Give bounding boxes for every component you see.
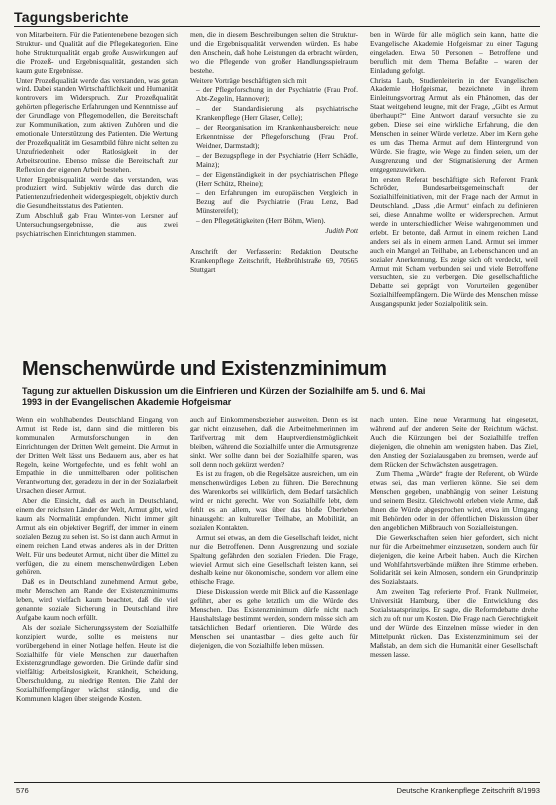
paragraph: von Mitarbeitern. Für die Patientenebene bezogen sich Struktur- und Qualität auf die Pflegekategorien. Eine hohe Strukturqualität ergab große Auswirkungen auf die Prozeß- und Ergebnisqualität, gestanden sich kaum gute Ergebnisse. (16, 31, 178, 75)
paragraph: Unter Prozeßqualität werde das verstanden, was getan wird. Dabei standen Wirtschaftlichkeit und Humanität kontrovers im Widerspruch. Zur Prozeßqualität gehörten pflegerische Erfahrungen und Kenntnisse auf der Grundlage von Pflegemodellen, die Bereitschaft zur Kommunikation, zum aktiven Zuhören und die emotionale Unterstützung des Patienten. Die Wertung der Prozeßqualität im Gesamtbild führe nicht selten zu Unzufriedenheit oder Ratlosigkeit in der Arbeitsroutine. Ebenso müsse die Bereitschaft zur Reflexion der eigenen Arbeit bestehen. (16, 75, 178, 174)
paragraph: Als der soziale Sicherungssystem der Sozialhilfe konzipiert wurde, sollte es meistens nur vorübergehend in einer Notlage helfen. Heute ist die Sozialhilfe für viele Menschen zur dauerhaften Existenzgrundlage geworden. Die Gründe dafür sind vielfältig: Arbeitslosigkeit, Krankheit, Scheidung, Überschuldung, zu niedrige Renten. Die Zahl der Sozialhilfeempfänger wächst ständig, und die Kommunen klagen über steigende Kosten. (16, 622, 178, 704)
list-heading: Weitere Vorträge beschäftigten sich mit (190, 75, 307, 85)
article-column-3 (370, 416, 538, 780)
top-column-1 (16, 31, 178, 353)
list-item: – der Eigenständigkeit in der psychiatrischen Pflege (Herr Schütz, Rheine); (196, 169, 358, 188)
paragraph: Wenn ein wohlhabendes Deutschland Eingang von Armut ist Rede ist, dann sind die mittleren bis kommunalen Armutsforschungen in den Einrichtungen der Dritten Welt gemeint. Die Armut in der Dritten Welt lässt uns Bedauern aus, aber es hat Regeln, keine Wortgefechte, und es fehlt wohl an Empathie in die unmittelbaren oder politischen Verantwortung der, geradezu in der in der Sozialarbeit Ursachen dieser Armut. (16, 416, 178, 496)
paragraph: Christa Laub, Studienleiterin in der Evangelischen Akademie Hofgeismar, bezeichnete in ihrem Einleitungsvortrag Armut als ein Phänomen, das der Staat weitgehend leugne, mit der Frage, „Gibt es Armut überhaupt?“ Eine Antwort darauf versuchte sie zu geben. Diese sei eine wirkliche Erfahrung, die den Menschen in seiner Würde verletze. Aber im Kern gehe es um das Thema Armut auf dem Hintergrund von Würde. Sie fragte, wie Wege zu finden seien, um der Ausgrenzung und der Stigmatisierung der Armen entgegenzuwirken. (370, 75, 538, 174)
list-item: – der Bezugspflege in der Psychiatrie (Herr Schädle, Mainz); (196, 150, 358, 169)
paragraph: nach unten. Eine neue Verarmung hat eingesetzt, während auf der anderen Seite der Reichtum wächst. Auch die Kürzungen bei der Sozialhilfe treffen diejenigen, die ohnehin am wenigsten haben. Das Ziel, den Anstieg der Sozialausgaben zu bremsen, werde auf dem Rücken der Schwächsten ausgetragen. (370, 416, 538, 469)
paragraph: Diese Diskussion werde mit Blick auf die Kassenlage geführt, aber es gehe letztlich um die Würde des Menschen. Das Existenzminimum dürfe nicht nach Haushaltslage bestimmt werden, sondern müsse sich am tatsächlichen Bedarf orientieren. Die Würde des Menschen sei unantastbar – dies gelte auch für diejenigen, die von Sozialhilfe leben müssen. (190, 587, 358, 650)
paragraph: Unter Ergebnisqualität werde das verstanden, was produziert wird. Subjektiv würde das durch die Patientenzufriedenheit widergespiegelt, objektiv durch die Gesundheitsstatus des Patienten. (16, 174, 178, 211)
list-item: – der Reorganisation im Krankenhausbereich: neue Erkenntnisse der Pflegeforschung (Frau Prof. Weidner, Darmstadt); (196, 123, 358, 150)
top-column-2 (190, 31, 358, 353)
paragraph: Die Gewerkschaften seien hier gefordert, sich nicht nur für die Arbeitnehmer einzusetzen, sondern auch für diejenigen, die keine Arbeit haben. Auch die Kirchen und Wohlfahrtsverbände müßten ihre Stimme erheben. Solidarität sei kein Almosen, sondern ein Grundprinzip des Sozialstaats. (370, 532, 538, 587)
article-column-2 (190, 416, 358, 780)
paragraph: Armut sei etwas, an dem die Gesellschaft leidet, nicht nur die Betroffenen. Denn Ausgrenzung und soziale Spaltung gefährden den sozialen Frieden. Die Frage, wieviel Armut sich eine Gesellschaft leisten kann, sei deshalb keine nur ökonomische, sondern vor allem eine ethische Frage. (190, 532, 358, 587)
list-item: – der Pflegeforschung in der Psychiatrie (Frau Prof. Abt-Zegelin, Hannover); (196, 85, 358, 104)
paragraph: Im ersten Referat beschäftigte sich Referent Frank Schröder, Bundesarbeitsgemeinschaft der Sozialhilfeinitiativen, mit der Frage nach der Armut in Deutschland. „Dass ‚die Armut‘ einfach zu definieren sei, diese Annahme wollte er widersprechen. Armut werde in unterschiedlicher Weise wahrgenommen und erlebt. Er betonte, daß Armut in einem reichen Land anders sei als in einem armen Land. Armut sei immer auch ein Mangel an Teilhabe, an Lebenschancen und an sozialer Anerkennung. Es zeige sich oft verdeckt, weil Armut mit Scham verbunden sei und viele Betroffene versuchten, sie zu verbergen. Die gesellschaftliche Debatte sei geprägt von Vorurteilen gegenüber Sozialhilfeempfängern. Die Würde des Menschen müsse Ausgangspunkt jeder Sozialpolitik sein. (370, 174, 538, 309)
paragraph: men, die in diesem Beschreibungen selten die Struktur- und die Ergebnisqualität verwenden würden. Es habe den Anschein, daß hohe Leistungen da erbracht würden, wo die Pflegende von großer Handlungsspielraum bestehe. (190, 31, 358, 75)
paragraph: Es ist zu fragen, ob die Regelsätze ausreichen, um ein menschenwürdiges Leben zu führen. Die Berechnung des Warenkorbs sei willkürlich, dem Bedarf tatsächlich wird er nicht gerecht. Wer von Sozialhilfe lebt, dem fehlt es an allem, was über das bloße Überleben hinausgeht: an kultureller Teilhabe, an Mobilität, an sozialen Kontakten. (190, 469, 358, 532)
paragraph: auch auf Einkommensbezieher ausweiten. Denn es ist gar nicht einzusehen, daß die Arbeitnehmerinnen im Tarifvertrag mit dem Hauptverdienstmöglichkeit bleiben, während die Sozialhilfe unter die Armutsgrenze sinkt. Wer sollte dann bei der Sozialhilfe sparen, was soll denn noch gekürzt werden? (190, 416, 358, 469)
author-signature: Judith Pott (325, 226, 358, 236)
paragraph: Am zweiten Tag referierte Prof. Frank Nullmeier, Universität Hamburg, über die Entwicklung des Sozialstaatsprinzips. Er sagte, die Reformdebatte drehe sich zu oft nur um Kosten. Die Frage nach Gerechtigkeit und der Würde des Einzelnen müsse wieder in den Mittelpunkt rücken. Das Existenzminimum sei der Maßstab, an dem sich die Humanität einer Gesellschaft messen lasse. (370, 587, 538, 659)
article-column-1 (16, 416, 178, 780)
author-address: Anschrift der Verfasserin: Redaktion Deutsche Krankenpflege Zeitschrift, Heßbrühlstraße 69, 70565 Stuttgart (190, 246, 358, 274)
article-subtitle: Tagung zur aktuellen Diskussion um die Einfrieren und Kürzen der Sozialhilfe am 5. und 6. Mai 1993 in der Evangelischen Akademie Hofgeismar (22, 386, 426, 407)
page-number: 576 (16, 786, 29, 795)
paragraph: ben in Würde für alle möglich sein kann, hatte die Evangelische Akademie Hofgeismar zu einer Tagung eingeladen. Etwa 50 Personen – Betroffene und beruflich mit dem Thema Befaßte – waren der Einladung gefolgt. (370, 31, 538, 75)
journal-citation: Deutsche Krankenpflege Zeitschrift 8/1993 (396, 786, 540, 795)
list-item: – der Standardisierung als psychiatrische Krankenpflege (Herr Glaser, Celle); (196, 104, 358, 123)
list-item: – den Pflegetätigkeiten (Herr Böhm, Wien). (196, 216, 326, 226)
paragraph: Daß es in Deutschland zunehmend Armut gebe, mehr Menschen am Rande der Existenzminimums leben, wird vielfach kaum beachtet, daß die viel genannte soziale Sicherung in Deutschland ihre Aufgabe kaum noch erfüllt. (16, 577, 178, 622)
paragraph: Zum Abschluß gab Frau Winter-von Lersner auf Untersuchungsergebnisse, die aus zwei psychiatrischen Einrichtungen stammen. (16, 211, 178, 238)
list-item: – den Erfahrungen im europäischen Vergleich in Bezug auf die Psychiatrie (Frau Lenz, Bad Münstereifel); (196, 188, 358, 216)
top-column-3 (370, 31, 538, 353)
footer-rule (14, 782, 540, 783)
section-heading: Tagungsberichte (14, 9, 129, 25)
paragraph: Aber die Einsicht, daß es auch in Deutschland, einem der reichsten Länder der Welt, Armut gibt, wird kaum als Normalität empfunden. Nicht immer gilt Armut als ein objektiver Begriff, der immer in einem sozialen Bezug zu sehen ist. So ist dann auch Armut in einem reichen Land etwas anderes als in der Dritten Welt. Für uns bedeutet Armut, nicht über die Mittel zu verfügen, die zu einem menschenwürdigen Leben gehören. (16, 496, 178, 577)
header-rule (14, 26, 540, 27)
article-title: Menschenwürde und Existenzminimum (22, 358, 387, 380)
paragraph: Zum Thema „Würde“ fragte der Referent, ob Würde etwas sei, das man verlieren könne. Sie sei dem Menschen gegeben, unabhängig von seiner Leistung und seinem Besitz. Gleichwohl erleben viele Arme, daß ihnen die Würde abgesprochen wird, etwa im Umgang mit Behörden oder in der öffentlichen Diskussion über den angeblichen Mißbrauch von Sozialleistungen. (370, 469, 538, 532)
